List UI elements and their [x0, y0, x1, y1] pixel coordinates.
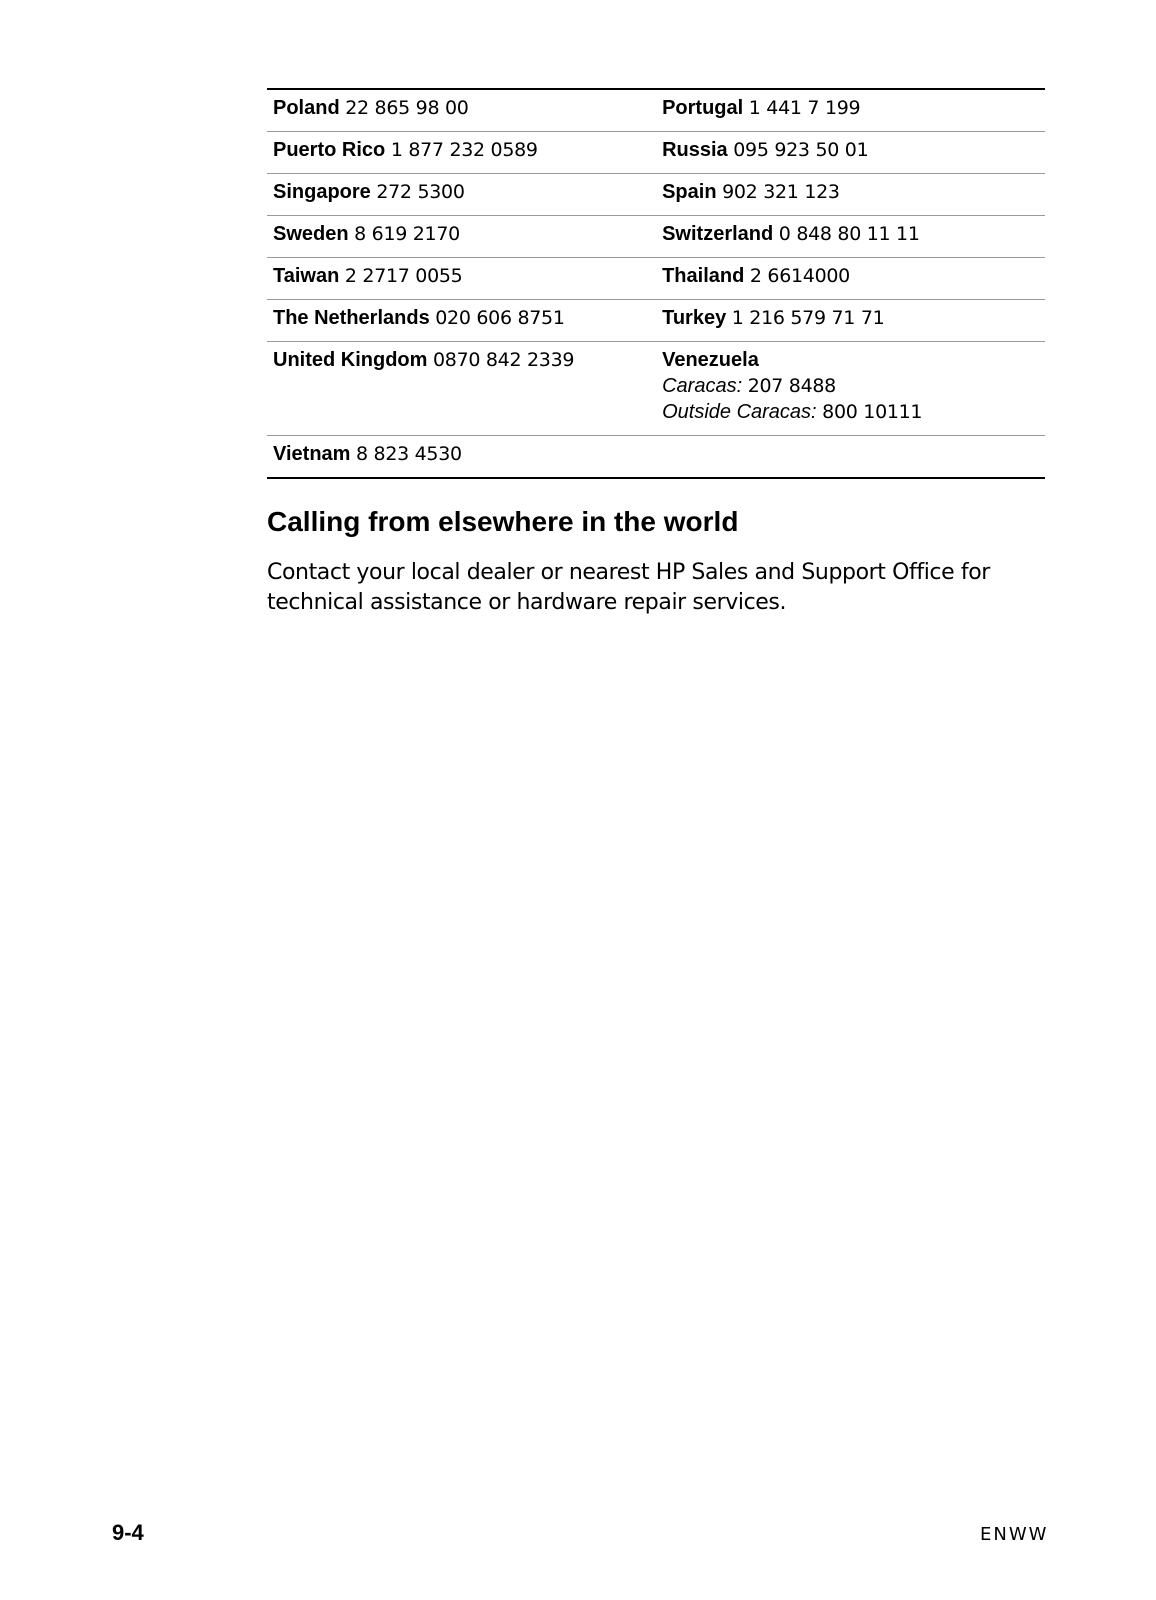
- phone-entry: [656, 342, 1045, 436]
- phone-entry: [656, 300, 1045, 342]
- phone-number: 272 5300: [376, 181, 465, 203]
- region-label: Outside Caracas:: [662, 401, 817, 423]
- phone-entry: [656, 89, 1045, 132]
- phone-number: 207 8488: [747, 375, 836, 397]
- phone-entry: [267, 132, 656, 174]
- country-name: Poland: [273, 97, 340, 119]
- section-heading: Calling from elsewhere in the world: [267, 506, 739, 537]
- phone-entry: [267, 89, 656, 132]
- phone-number: 1 441 7 199: [748, 97, 861, 119]
- phone-number: 2 2717 0055: [344, 265, 463, 287]
- table-row: [267, 258, 1045, 300]
- country-name: Turkey: [662, 307, 727, 329]
- phone-entry: [656, 216, 1045, 258]
- country-name: Russia: [662, 139, 728, 161]
- table-row: [267, 132, 1045, 174]
- region-label: Caracas:: [662, 375, 743, 397]
- phone-entry: [267, 216, 656, 258]
- table-row: [267, 89, 1045, 132]
- table-row: [267, 342, 1045, 436]
- phone-number: 1 216 579 71 71: [731, 307, 885, 329]
- country-name: Spain: [662, 181, 717, 203]
- phone-number: 8 823 4530: [356, 443, 462, 465]
- phone-entry: [267, 342, 656, 436]
- regional-number: [662, 399, 1039, 425]
- phone-entry: [267, 300, 656, 342]
- phone-number: 1 877 232 0589: [390, 139, 538, 161]
- phone-number: 2 6614000: [749, 265, 850, 287]
- country-name: The Netherlands: [273, 307, 430, 329]
- country-name: Singapore: [273, 181, 371, 203]
- table-row: [267, 216, 1045, 258]
- table-row: [267, 300, 1045, 342]
- country-name: Sweden: [273, 223, 349, 245]
- country-name: Thailand: [662, 265, 745, 287]
- country-name: Switzerland: [662, 223, 774, 245]
- country-name: Taiwan: [273, 265, 340, 287]
- table-row: [267, 436, 1045, 479]
- phone-entry: [267, 436, 656, 479]
- phone-number: 0 848 80 11 11: [778, 223, 920, 245]
- regional-number: [662, 373, 1039, 399]
- country-name: Venezuela: [662, 349, 759, 371]
- page-number: 9-4: [112, 1520, 144, 1545]
- phone-number: 22 865 98 00: [345, 97, 469, 119]
- country-name: Vietnam: [273, 443, 351, 465]
- phone-number: 8 619 2170: [354, 223, 460, 245]
- country-name: United Kingdom: [273, 349, 428, 371]
- document-code: ENWW: [980, 1524, 1049, 1545]
- phone-entry: [656, 132, 1045, 174]
- phone-entry: [656, 258, 1045, 300]
- section-body: Contact your local dealer or nearest HP Sales and Support Office for technical assistance or hardware repair services.: [267, 560, 990, 615]
- phone-number: 0870 842 2339: [433, 349, 575, 371]
- phone-entry: [267, 258, 656, 300]
- empty-cell: [656, 436, 1045, 479]
- phone-number: 800 10111: [822, 401, 923, 423]
- country-name: Puerto Rico: [273, 139, 386, 161]
- table-row: [267, 174, 1045, 216]
- phone-number: 095 923 50 01: [733, 139, 869, 161]
- phone-number: 902 321 123: [722, 181, 840, 203]
- support-phone-table: [267, 88, 1045, 479]
- phone-entry: [267, 174, 656, 216]
- phone-entry: [656, 174, 1045, 216]
- country-name: Portugal: [662, 97, 744, 119]
- phone-number: 020 606 8751: [435, 307, 565, 329]
